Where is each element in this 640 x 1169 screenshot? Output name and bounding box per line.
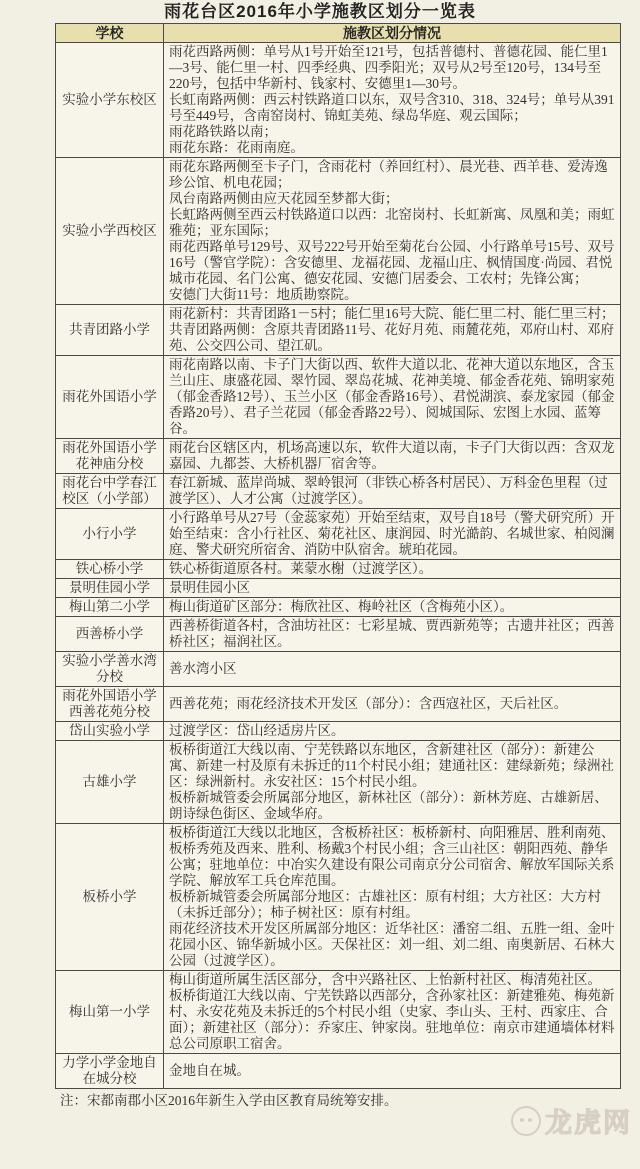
table-row — [56, 741, 621, 824]
zone-details-cell — [164, 560, 621, 579]
table-row — [56, 158, 621, 305]
table-row — [56, 722, 621, 741]
school-name-cell: 梅山第一小学 — [56, 971, 164, 1054]
zone-details-cell — [164, 598, 621, 617]
zone-paragraph: 长虹路两侧至西云村铁路道口以西：北窑岗村、长虹新寓、凤凰和美；雨虹雅苑；亚东国际； — [169, 207, 615, 238]
zone-paragraph: 板桥新城管委会所属部分地区：古雄社区：原有村组；大方社区：大方村（未拆迁部分）；柿子树社区：原有村组。 — [169, 889, 601, 920]
zone-paragraph: 雨花西路两侧：单号从1号开始至121号，包括普德村、普德花园、能仁里1—3号、能仁里一村、四季经典、四季阳光；双号从2号至120号，134号至220号，包括中华新村、钱家村、安德里1—30号。 — [169, 44, 608, 91]
school-name-cell: 雨花外国语小学花神庙分校 — [56, 439, 164, 474]
zone-details-cell — [164, 305, 621, 356]
zone-paragraph: 雨花南路以南、卡子门大街以西、软件大道以北、花神大道以东地区，含玉兰山庄、康盛花园、翠竹园、翠岛花城、花神美境、郁金香花苑、锦明家苑（郁金香路12号）、玉兰小区（郁金香路16号）、君悦湖滨、泰龙家园（郁金香路20号）、君子兰花园（郁金香路22号）、阅城国际、宏图上水园、蓝筹谷。 — [169, 357, 615, 436]
zone-paragraph: 凤台南路两侧由应天花园至梦都大街； — [169, 191, 399, 206]
zone-paragraph: 梅山街道所属生活区部分，含中兴路社区、上怡新村社区、梅清苑社区。 — [169, 972, 601, 987]
zone-paragraph: 雨花经济技术开发区所属部分地区：近华社区：潘窑二组、五胜一组、金叶花园小区、锦华新城小区。天保社区：刘一组、刘二组、南奥新居、石林大公园（过渡学区）。 — [169, 921, 615, 968]
table-row — [56, 560, 621, 579]
column-header-zone: 施教区划分情况 — [164, 24, 621, 43]
zone-paragraph: 雨花路铁路以南； — [169, 124, 277, 139]
table-row — [56, 598, 621, 617]
zone-details-cell — [164, 687, 621, 722]
zone-paragraph: 雨花东路两侧至卡子门，含雨花村（养回红村）、晨光巷、西羊巷、爱涛逸珍公馆、机电花园； — [169, 159, 608, 190]
longhu-logo-icon — [511, 1106, 541, 1136]
school-name-cell: 西善桥小学 — [56, 617, 164, 652]
table-row — [56, 971, 621, 1054]
table-row — [56, 509, 621, 560]
zone-paragraph: 雨花台区辖区内，机场高速以东，软件大道以南，卡子门大街以西：含双龙嘉园、九都荟、大桥机器厂宿舍等。 — [169, 440, 615, 471]
school-name-cell: 小行小学 — [56, 509, 164, 560]
table-row — [56, 1054, 621, 1089]
zone-paragraph: 雨花西路单号129号、双号222号开始至菊花台公园、小行路单号15号、双号16号（警官学院）：含安德里、龙福花园、龙福山庄、枫情国度·尚园、君悦城市花园、名门公寓、德安花园、安德门居委会、工农村；先锋公寓； — [169, 239, 615, 286]
table-row — [56, 617, 621, 652]
page-title: 雨花台区2016年小学施教区划分一览表 — [164, 2, 476, 21]
zone-details-cell — [164, 579, 621, 598]
zone-details-cell — [164, 741, 621, 824]
school-name-cell: 共青团路小学 — [56, 305, 164, 356]
table-body — [56, 43, 621, 1089]
school-zone-table — [55, 23, 621, 1089]
school-name-cell: 铁心桥小学 — [56, 560, 164, 579]
zone-details-cell — [164, 824, 621, 971]
zone-paragraph: 雨花新村：共青团路1－5村；能仁里16号大院、能仁里二村、能仁里三村；共青团路两侧：含原共青团路11号、花好月苑、雨麓花苑，邓府山村、邓府苑、公交四公司、望江矶。 — [169, 306, 615, 353]
zone-details-cell — [164, 43, 621, 158]
zone-paragraph: 板桥街道江大线以北地区，含板桥社区：板桥新村、向阳雅居、胜利南苑、板桥秀苑及西来、胜利、杨戴3个村民小组；含三山社区：朝阳西苑、静华公寓；驻地单位：中冶实久建设有限公司南京分公司宿舍、解放军国际关系学院、解放军工兵仓库范围。 — [169, 825, 615, 888]
zone-paragraph: 春江新城、蓝岸尚城、翠岭银河（非铁心桥各村居民）、万科金色里程（过渡学区）、人才公寓（过渡学区）。 — [169, 475, 608, 506]
zone-details-cell — [164, 439, 621, 474]
footnote: 注：宋都南郡小区2016年新生入学由区教育局统筹安排。 — [60, 1093, 398, 1108]
table-row — [56, 474, 621, 509]
zone-paragraph: 善水湾小区 — [169, 661, 237, 676]
zone-paragraph: 梅山街道矿区部分：梅欣社区、梅岭社区（含梅苑小区）。 — [169, 599, 514, 614]
table-row — [56, 687, 621, 722]
school-name-cell: 实验小学西校区 — [56, 158, 164, 305]
zone-details-cell — [164, 652, 621, 687]
zone-paragraph: 板桥新城管委会所属部分地区，新林社区（部分）：新林芳庭、古雄新居、朗诗绿色街区、金域华府。 — [169, 790, 608, 821]
zone-paragraph: 安德门大街11号：地质勘察院。 — [169, 287, 358, 302]
zone-paragraph: 过渡学区：岱山经适房片区。 — [169, 723, 345, 738]
school-name-cell: 雨花外国语小学西善花苑分校 — [56, 687, 164, 722]
school-name-cell: 岱山实验小学 — [56, 722, 164, 741]
table-row — [56, 652, 621, 687]
table-header-row — [56, 24, 621, 43]
table-row — [56, 579, 621, 598]
table-row — [56, 824, 621, 971]
zone-paragraph: 景明佳园小区 — [169, 580, 250, 595]
zone-details-cell — [164, 722, 621, 741]
zone-details-cell — [164, 509, 621, 560]
school-name-cell: 古雄小学 — [56, 741, 164, 824]
zone-paragraph: 板桥街道江大线以南、宁芜铁路以东地区，含新建社区（部分）：新建公寓、新建一村及原有未拆迁的11个村民小组；建通社区：建绿新苑；绿洲社区：绿洲新村。永安社区：15个村民小组。 — [169, 742, 614, 789]
school-name-cell: 力学小学金地自在城分校 — [56, 1054, 164, 1089]
zone-paragraph: 小行路单号从27号（金蕊家苑）开始至结束，双号自18号（警犬研究所）开始至结束：含小行社区、菊花社区、康润园、时光澔韵、名城世家、柏阅澜庭、警犬研究所宿舍、消防中队宿舍。琥珀花园。 — [169, 510, 615, 557]
table-row — [56, 305, 621, 356]
table-row — [56, 439, 621, 474]
watermark-label: 龙虎网 — [545, 1108, 632, 1138]
zone-details-cell — [164, 971, 621, 1054]
zone-paragraph: 金地自在城。 — [169, 1063, 250, 1078]
school-name-cell: 景明佳园小学 — [56, 579, 164, 598]
school-name-cell: 雨花外国语小学 — [56, 356, 164, 439]
zone-paragraph: 西善桥街道各村，含油坊社区：七彩星城、贾西新苑等；古遗井社区；西善桥社区；福润社区。 — [169, 618, 615, 649]
zone-paragraph: 长虹南路两侧：西云村铁路道口以东，双号含310、318、324号；单号从391号至449号，含南窑岗村、锦虹美苑、绿岛华庭、观云国际； — [169, 92, 615, 123]
zone-details-cell — [164, 356, 621, 439]
zone-details-cell — [164, 158, 621, 305]
table-row — [56, 356, 621, 439]
zone-details-cell — [164, 617, 621, 652]
table-row — [56, 43, 621, 158]
zone-details-cell — [164, 474, 621, 509]
zone-paragraph: 西善花苑；雨花经济技术开发区（部分）：含西寇社区，天后社区。 — [169, 696, 568, 711]
zone-paragraph: 铁心桥街道原各村。莱蒙水榭（过渡学区）。 — [169, 561, 433, 576]
school-name-cell: 实验小学东校区 — [56, 43, 164, 158]
column-header-school: 学校 — [56, 24, 164, 43]
zone-paragraph: 雨花东路：花雨南庭。 — [169, 140, 304, 155]
zone-details-cell — [164, 1054, 621, 1089]
zone-paragraph: 板桥街道江大线以南、宁芜铁路以西部分，含孙家社区：新建雅苑、梅苑新村、永安花苑及未拆迁的5个村民小组（史家、李山头、王村、西家庄、合面）；新建社区（部分）：乔家庄、钟家岗。驻地单位：南京市建通墙体材料总公司原职工宿舍。 — [169, 988, 615, 1051]
school-name-cell: 板桥小学 — [56, 824, 164, 971]
school-name-cell: 梅山第二小学 — [56, 598, 164, 617]
school-name-cell: 雨花台中学春江校区（小学部） — [56, 474, 164, 509]
school-name-cell: 实验小学善水湾分校 — [56, 652, 164, 687]
